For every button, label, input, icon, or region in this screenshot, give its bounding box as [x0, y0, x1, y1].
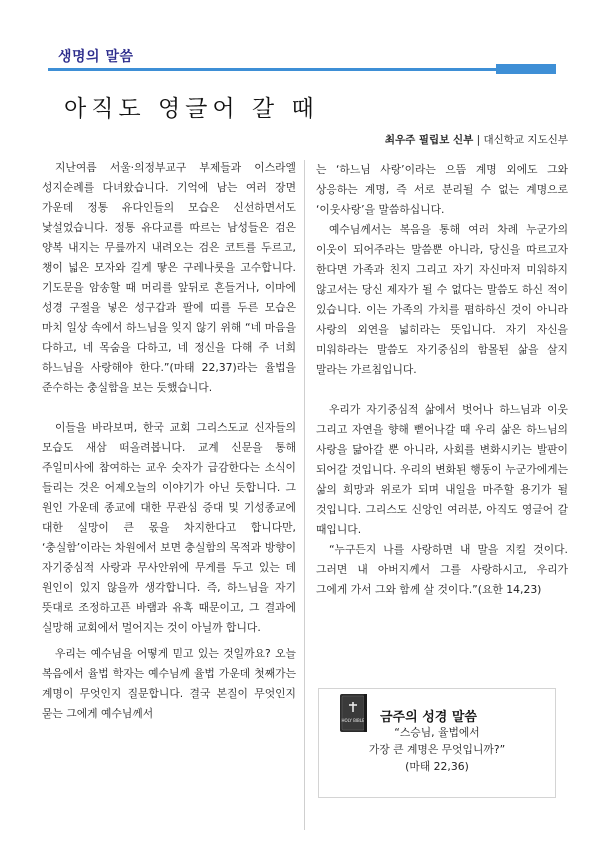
column-divider — [304, 160, 305, 830]
verse-line-2: 가장 큰 계명은 무엇입니까?” — [368, 743, 506, 756]
right-column — [316, 160, 568, 600]
page-title: 아직도 영글어 갈 때 — [64, 96, 319, 122]
paragraph: 우리가 자기중심적 삶에서 벗어나 하느님과 이웃 그리고 자연을 향해 뻗어나갈 때 우리 삶은 하느님의 사랑을 닮아갈 뿐 아니라, 사회를 변화시키는 발판이 되어갈 것입니다. 우리의 변화된 행동이 누군가에게는 삶의 희망과 위로가 되며 내일을 마주할 용기가 될 것입니다. 그리스도 신앙인 여러분, 아직도 영글어 갈 때입니다. — [316, 403, 568, 536]
section-label: 생명의 말씀 — [58, 49, 134, 65]
author-name: 최우주 필립보 신부 — [384, 134, 474, 146]
paragraph: 우리는 예수님을 어떻게 믿고 있는 것일까요? 오늘 복음에서 율법 학자는 예수님께 율법 가운데 첫째가는 계명이 무엇인지 질문합니다. 결국 본질이 무엇인지 묻는 그에게 예수님께서 — [42, 647, 296, 720]
verse-text — [320, 724, 554, 775]
byline — [385, 132, 568, 147]
paragraph: 지난여름 서울·의정부교구 부제들과 이스라엘 성지순례를 다녀왔습니다. 기억에 남는 여러 장면 가운데 정통 유다인들의 모습은 신선하면서도 낯설었습니다. 정통 유다교를 따르는 남성들은 검은 양복 내지는 무릎까지 내려오는 검은 코트를 두르고, 챙이 넓은 모자와 길게 땋은 구레나룻을 고수합니다. 기도문을 암송할 때 머리를 앞뒤로 흔들거나, 이마에 성경 구절을 넣은 성구갑과 팔에 띠를 두른 모습은 마치 일상 속에서 하느님을 잊지 않기 위해 “네 마음을 다하고, 네 목숨을 다하고, 네 정신을 다해 주 너희 하느님을 사랑해야 한다.”(마태 22,37)라는 율법을 준수하는 충실함을 보는 듯했습니다. — [42, 161, 296, 394]
verse-line-1: “스승님, 율법에서 — [394, 726, 480, 739]
paragraph: 는 ‘하느님 사랑’이라는 으뜸 계명 외에도 그와 상응하는 계명, 즉 서로 분리될 수 없는 계명으로 ‘이웃사랑’을 말씀하십니다. — [316, 163, 568, 216]
paragraph: 예수님께서는 복음을 통해 여러 차례 누군가의 이웃이 되어주라는 말씀뿐 아니라, 당신을 따르고자 한다면 가족과 친지 그리고 자기 자신마저 미워하지 않고서는 당신 제자가 될 수 없다는 말씀도 하신 적이 있습니다. 이는 가족의 가치를 폄하하신 것이 아니라 사랑의 외연을 넓히라는 뜻입니다. 자기 자신을 미워하라는 말씀도 자기중심의 함몰된 삶을 살지 말라는 가르침입니다. — [316, 223, 568, 376]
header-rule-block — [496, 64, 556, 74]
left-column — [42, 158, 296, 724]
header-rule — [48, 68, 556, 71]
verse-box-heading: 금주의 성경 말씀 — [380, 710, 477, 725]
author-affiliation: | 대신학교 지도신부 — [476, 134, 568, 146]
paragraph: “누구든지 나를 사랑하면 내 말을 지킬 것이다. 그러면 내 아버지께서 그를 사랑하시고, 우리가 그에게 가서 그와 함께 살 것이다.”(요한 14,23) — [316, 543, 568, 596]
verse-reference: (마태 22,36) — [405, 760, 469, 773]
bible-icon-label: HOLY BIBLE — [341, 718, 365, 723]
paragraph: 이들을 바라보며, 한국 교회 그리스도교 신자들의 모습도 새삼 떠올려봅니다. 교계 신문을 통해 주일미사에 참여하는 교우 숫자가 급감한다는 소식이 들리는 것은 어제오늘의 이야기가 아닌 듯합니다. 그 원인 가운데 종교에 대한 무관심 증대 및 기성종교에 대한 실망이 큰 몫을 차지한다고 합니다만, ‘충실함’이라는 차원에서 보면 충실함의 목적과 방향이 자기중심적 사랑과 무사안위에 무게를 두고 있는 데 원인이 있지 않을까 생각합니다. 즉, 하느님을 자기 뜻대로 조정하고픈 바램과 유혹 때문이고, 그 결과에 실망해 교회에서 멀어지는 것이 아닐까 합니다. — [42, 421, 296, 634]
